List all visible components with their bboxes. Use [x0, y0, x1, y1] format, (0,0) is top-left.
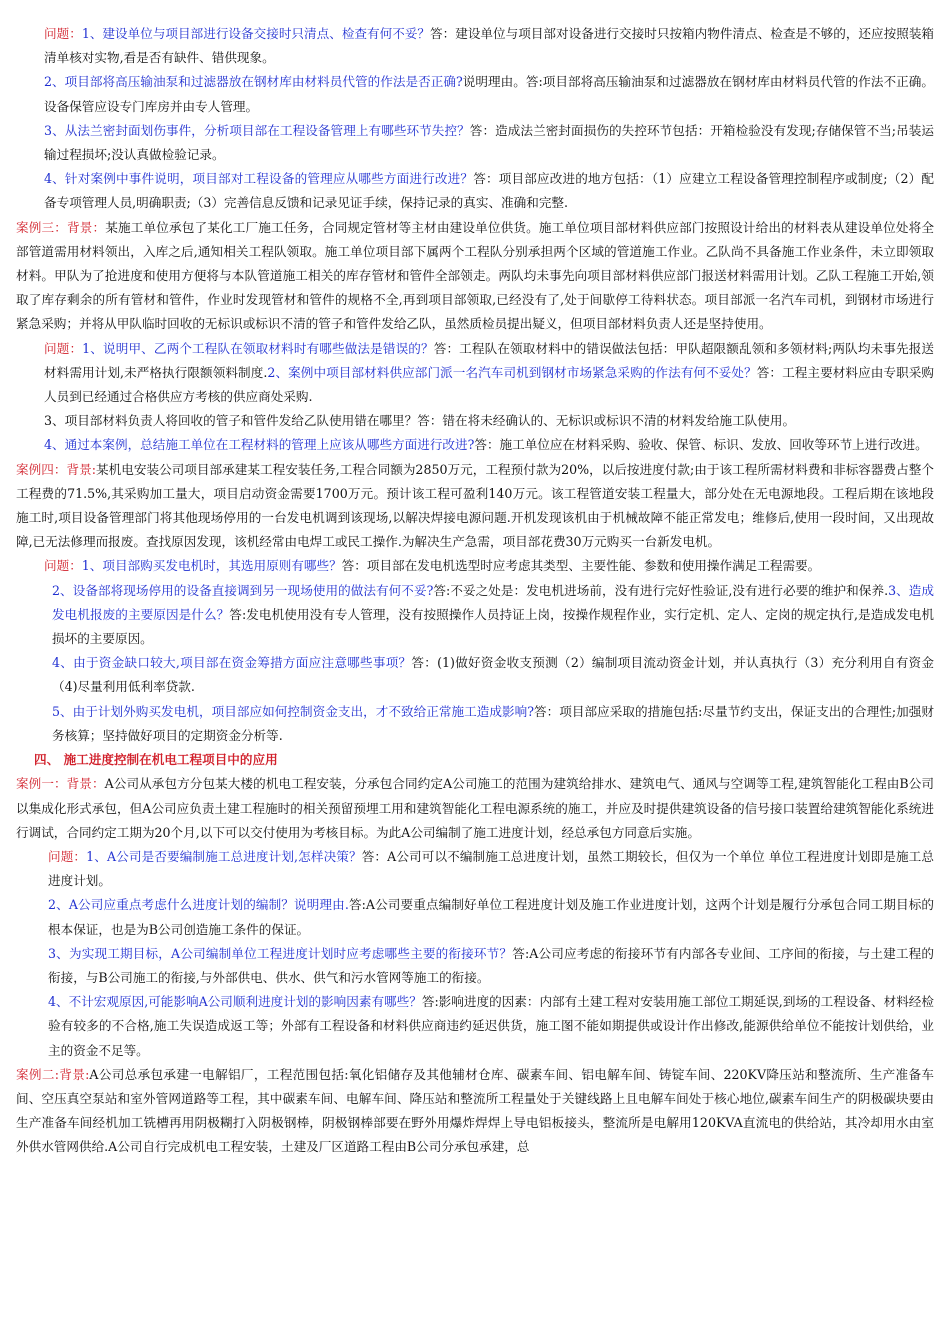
question-lead: 问题： [44, 26, 82, 41]
answer-text: 答：建设单位与项目部对设备进行交接时只按箱内物件清点、检查是不够的，还应按照装箱清单核对实物,看是否有缺件、错供现象。 [44, 26, 935, 66]
paragraph-16 [16, 845, 934, 893]
case-1-background [16, 772, 934, 845]
paragraph-19 [16, 990, 934, 1063]
paragraph-10 [16, 554, 934, 578]
answer-text: 答:A公司要重点编制好单位工程进度计划及施工作业进度计划，这两个计划是履行分承包合同工期目标的根本保证，也是为B公司创造施工条件的保证。 [48, 897, 934, 937]
case-label: 案例四：背景: [16, 461, 96, 477]
question-text: 4、通过本案例，总结施工单位在工程材料的管理上应该从哪些方面进行改进? [44, 437, 475, 453]
case-label: 案例二:背景: [16, 1066, 90, 1082]
case-3-background [16, 216, 934, 337]
answer-text: 答:影响进度的因素：内部有土建工程对安装用施工部位工期延误,到场的工程设备、材料经检验有较多的不合格,施工失误造成返工等；外部有工程设备和材料供应商违约延迟供货，施工图不能如期提供或设计作出修改,能源供给单位不能按计划供给，业主的资金不足等。 [48, 994, 934, 1058]
paragraph-17 [16, 893, 934, 941]
question-text: 4、不计宏观原因,可能影响A公司顺利进度计划的影响因素有哪些？ [48, 994, 422, 1010]
paragraph-6 [16, 337, 934, 410]
background-text: A公司总承包承建一电解铝厂，工程范围包括:氧化铝储存及其他辅材仓库、碳素车间、铝电解车间、铸锭车间、220KV降压站和整流所、生产准备车间、空压真空泵站和室外管网道路等工程，其中碳素车间、电解车间、降压站和整流所工程量处于关键线路上且电解车间处于核心地位,碳素车间生产的阴极碳块要由生产准备车间经机加工铣槽再用阴极糊打入阴极钢棒，阴极钢棒部要在野外用爆炸焊焊上导电铝板接头，整流所是电解用120KVA直流电的供给站，其冷却用水由室外供水管网供给.A公司自行完成机电工程安装，土建及厂区道路工程由B公司分承包承建，总 [16, 1066, 934, 1155]
answer-text: 答：项目部在发电机选型时应考虑其类型、主要性能、参数和使用操作满足工程需要。 [341, 558, 821, 574]
answer-text: 答：工程队在领取材料中的错误做法包括：甲队超限额乱领和多领材料;两队均未事先报送材料需用计划,未严格执行限额领料制度. [44, 340, 935, 380]
paragraph-18 [16, 942, 934, 990]
case-2-background [16, 1063, 934, 1160]
question-text: 3、造成发电机报废的主要原因是什么？ [52, 582, 935, 622]
question-text: 4、由于资金缺口较大,项目部在资金筹措方面应注意哪些事项？ [52, 655, 412, 671]
case-label: 案例三：背景： [16, 219, 106, 235]
answer-text: 答：项目部应改进的地方包括：（1）应建立工程设备管理控制程序或制度;（2）配备专项管理人员,明确职责;（3）完善信息反馈和记录见证手续，保持记录的真实、准确和完整. [44, 171, 935, 211]
question-text: 2、设备部将现场停用的设备直接调到另一现场使用的做法有何不妥? [52, 582, 434, 598]
question-text: 1、A公司是否要编制施工总进度计划,怎样决策？ [86, 848, 362, 864]
paragraph-4 [16, 167, 934, 215]
question-text: 3、为实现工期目标，A公司编制单位工程进度计划时应考虑哪些主要的衔接环节？ [48, 945, 513, 961]
answer-text: 答:A公司应考虑的衔接环节有内部各专业间、工序间的衔接，与土建工程的衔接，与B公司施工的衔接,与外部供电、供水、供气和污水管网等施工的衔接。 [48, 945, 934, 985]
section-title: 四、 施工进度控制在机电工程项目中的应用 [34, 752, 278, 768]
question-text: 1、说明甲、乙两个工程队在领取材料时有哪些做法是错误的？ [82, 340, 434, 356]
question-text: 4、针对案例中事件说明，项目部对工程设备的管理应从哪些方面进行改进？ [44, 171, 474, 187]
question-text: 2、项目部将高压输油泵和过滤器放在钢材库由材料员代管的作法是否正确? [44, 74, 463, 90]
paragraph-8 [16, 433, 934, 457]
answer-text: 答：(1)做好资金收支预测（2）编制项目流动资金计划，并认真执行（3）充分利用自有资金（4)尽量利用低利率贷款. [52, 655, 934, 695]
question-lead: 问题： [48, 848, 87, 864]
paragraph-2 [16, 70, 934, 118]
answer-text: 答：A公司可以不编制施工总进度计划，虽然工期较长，但仅为一个单位 单位工程进度计划即是施工总进度计划。 [48, 848, 934, 889]
question-text: 5、由于计划外购买发电机，项目部应如何控制资金支出，才不致给正常施工造成影响? [52, 703, 534, 719]
paragraph-3 [16, 119, 934, 167]
answer-text: 答：项目部应采取的措施包括:尽量节约支出，保证支出的合理性;加强财务核算；坚持做好项目的定期资金分析等. [52, 703, 934, 743]
question-text: 1、项目部购买发电机时，其选用原则有哪些？ [81, 558, 342, 574]
paragraph-7 [16, 409, 934, 433]
question-text: 2、案例中项目部材料供应部门派一名汽车司机到钢材市场紧急采购的作法有何不妥处？ [267, 364, 757, 380]
background-text: 某施工单位承包了某化工厂施工任务，合同规定管材等主材由建设单位供货。施工单位项目部材料供应部门按照设计给出的材料表从建设单位处将全部管道需用材料领出，入库之后,通知相关工程队领取。施工单位项目部下属两个工程队分别承担两个区域的管道施工作业。乙队尚不具备施工作业条件，未立即领取材料。甲队为了抢进度和使用方便将与本队管道施工相关的库存管材和管件全部领走。两队均未事先向项目部材料供应部门报送材料需用计划。乙队工程施工开始,领取了库存剩余的所有管材和管件，作业时发现管材和管件的规格不全,再到项目部领取,已经没有了,处于间歇停工待料状态。项目部派一名汽车司机，到钢材市场进行紧急采购；并将从甲队临时回收的无标识或标识不清的管子和管件发给乙队，虽然质检员提出疑义，但项目部材料负责人还是坚持使用。 [16, 219, 935, 332]
question-text: 2、A公司应重点考虑什么进度计划的编制？说明理由. [48, 897, 349, 913]
case-label: 案例一：背景： [16, 776, 105, 792]
answer-text: 答:不妥之处是：发电机进场前，没有进行完好性验证,没有进行必要的维护和保养. [433, 582, 889, 598]
answer-text: 答：造成法兰密封面损伤的失控环节包括：开箱检验没有发现;存储保管不当;吊装运输过程损坏;没认真做检验记录。 [44, 122, 934, 163]
background-text: A公司从承包方分包某大楼的机电工程安装，分承包合同约定A公司施工的范围为建筑给排水、建筑电气、通风与空调等工程,建筑智能化工程由B公司以集成化形式承包，但A公司应负责土建工程施时的相关预留预埋工用和建筑智能化工程电源系统的施工，并应及时提供建筑设备的信号接口装置给建筑智能化系统进行调试，合同约定工期为20个月,以下可以交付使用为考核目标。为此A公司编制了施工进度计划，经总承包方同意后实施。 [16, 776, 935, 840]
answer-text: 答:发电机使用没有专人管理，没有按照操作人员持证上岗，按操作规程作业，实行定机、定人、定岗的规定执行,是造成发电机损坏的主要原因。 [52, 606, 935, 647]
background-text: 某机电安装公司项目部承建某工程安装任务,工程合同额为2850万元，工程预付款为20%，以后按进度付款;由于该工程所需材料费和非标容器费占整个工程费的71.5%,其采购加工量大，项目启动资金需要1700万元。预计该工程可盈利140万元。该工程管道安装工程量大，部分处在无电源地段。工程后期在该地段施工时,项目设备管理部门将其他现场停用的一台发电机调到该现场,以解决焊接电源问题.开机发现该机由于机械故障不能正常发电；维修后,使用一段时间，又出现故障,已无法修理而报废。查找原因发现，该机经常由电焊工或民工操作.为解决生产急需，项目部花费30万元购买一台新发电机。 [16, 461, 934, 550]
paragraph-11 [16, 579, 934, 652]
paragraph-1 [16, 22, 934, 70]
question-lead: 问题： [44, 558, 82, 574]
paragraph-13 [16, 700, 934, 748]
answer-text: 说明理由。答:项目部将高压输油泵和过滤器放在钢材库由材料员代管的作法不正确。设备保管应设专门库房并由专人管理。 [44, 74, 934, 114]
question-text: 1、建设单位与项目部进行设备交接时只清点、检查有何不妥？ [81, 26, 431, 41]
answer-text: 答：施工单位应在材料采购、验收、保管、标识、发放、回收等环节上进行改进。 [474, 437, 928, 453]
section-heading [16, 748, 934, 772]
case-4-background [16, 458, 934, 555]
answer-text: 答：工程主要材料应由专职采购人员到已经通过合格供应方考核的供应商处采购. [44, 364, 935, 405]
question-text: 3、从法兰密封面划伤事件，分析项目部在工程设备管理上有哪些环节失控？ [44, 122, 470, 138]
paragraph-12 [16, 651, 934, 699]
question-answer-text: 3、项目部材料负责人将回收的管子和管件发给乙队使用错在哪里？答：错在将未经确认的、无标识或标识不清的材料发给施工队使用。 [44, 413, 796, 429]
question-lead: 问题： [44, 340, 83, 356]
